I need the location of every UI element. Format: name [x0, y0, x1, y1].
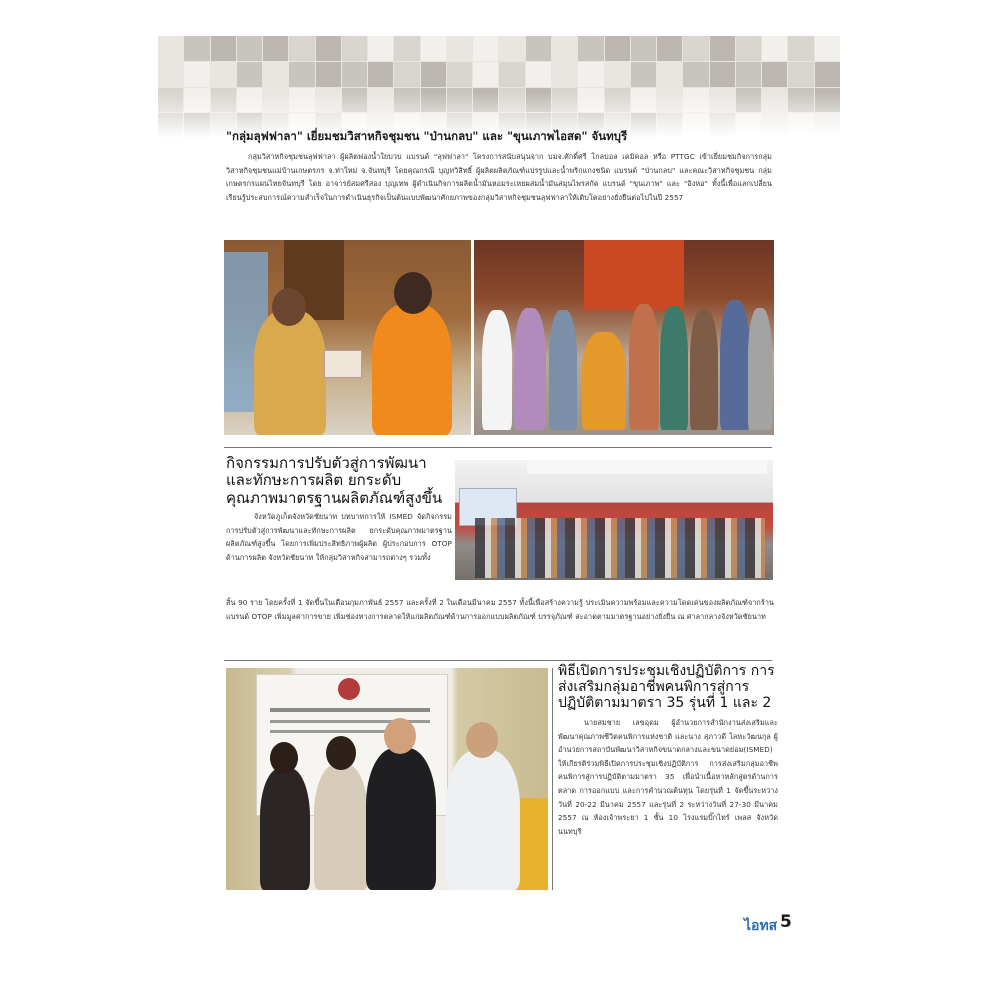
- banner-tile: [736, 62, 761, 87]
- banner-tile: [736, 36, 761, 61]
- banner-tile: [394, 36, 419, 61]
- banner-tile: [263, 62, 288, 87]
- banner-tile: [316, 62, 341, 87]
- banner-tile: [762, 88, 787, 113]
- banner-tile: [473, 36, 498, 61]
- banner-tile: [237, 88, 262, 113]
- banner-tile: [526, 62, 551, 87]
- banner-tile: [736, 88, 761, 113]
- banner-tile: [631, 36, 656, 61]
- footer-magazine-name: ไอทส: [744, 918, 778, 934]
- banner-tile: [657, 62, 682, 87]
- banner-tile: [158, 36, 183, 61]
- banner-tile: [499, 36, 524, 61]
- banner-tile: [158, 62, 183, 87]
- banner-tile: [184, 36, 209, 61]
- divider-1: [224, 447, 772, 448]
- section1-body: กลุ่มวิสาหกิจชุมชนลุฟฟาลา ผู้ผลิตฟองน้ำใยบวบ แบรนด์ "ลุฟฟาลา" โครงการสนับสนุนจาก บมจ.ศักดิ์ศรี โกลบอล เคมิคอล หรือ PTTGC เข้าเยี่ยมชมกิจการกลุ่มวิสาหกิจชุมชนแม่บ้านเกษตรกร จ.ท่าใหม่ จ.จันทบุรี โดยคุณกรณี บุญทวิสิทธิ์ ผู้ผลิตผลิตภัณฑ์แปรรูปและน้ำพริกแกงชนิด แบรนด์ "ป่านกลบ" และคณะวิสาหกิจชุมชน กลุ่มเกษตรกรแผนไทยจันทบุรี โดย อาจารย์สมศรีสอง บุญเทพ ผู้ดำเนินกิจการผลิตน้ำมันหอมระเหยผสมน้ำมันสมุนไพรสกัด แบรนด์ "ขุนเภาพ" และ "อิงหอ" ทั้งนี้เพื่อแลกเปลี่ยนเรียนรู้ประสบการณ์ความสำเร็จในการดำเนินธุรกิจเป็นต้นแบบพัฒนาศักยภาพของกลุ่มวิสาหกิจชุมชนลุฟฟาลาให้เติบโตอย่างยั่งยืนต่อไปในปี 2557: [226, 152, 772, 202]
- banner-tile: [526, 36, 551, 61]
- banner-tile: [762, 62, 787, 87]
- photo-handover: [224, 240, 471, 435]
- banner-tile: [158, 113, 183, 138]
- banner-tile: [631, 88, 656, 113]
- banner-tile: [368, 88, 393, 113]
- banner-tile: [289, 62, 314, 87]
- banner-tile: [815, 36, 840, 61]
- banner-tile: [342, 62, 367, 87]
- banner-tile: [683, 62, 708, 87]
- banner-tile: [552, 36, 577, 61]
- banner-tile: [710, 88, 735, 113]
- banner-tile: [683, 88, 708, 113]
- banner-tile: [788, 36, 813, 61]
- banner-tile: [368, 62, 393, 87]
- banner-tile: [211, 36, 236, 61]
- banner-tile: [657, 88, 682, 113]
- banner-tile: [473, 62, 498, 87]
- banner-tile: [237, 36, 262, 61]
- section3-body: นายสมชาย เลขอุดม ผู้อำนวยการสำนักงานส่งเสริมและพัฒนาคุณภาพชีวิตคนพิการแห่งชาติ และนาง สุภาวดี โลหะวัฒนกุล ผู้อำนวยการสถาบันพัฒนาวิสาหกิจขนาดกลางและขนาดย่อม(ISMED) ให้เกียรติร่วมพิธีเปิดการประชุมเชิงปฏิบัติการ การส่งเสริมกลุ่มอาชีพคนพิการสู่การปฏิบัติตามมาตรา 35 เพื่อนำเนื้อหาหลักสูตรด้านการตลาด การออกแบบ และการคำนวณต้นทุน โดยรุ่นที่ 1 จัดขึ้นระหว่างวันที่ 20-22 มีนาคม 2557 และรุ่นที่ 2 ระหว่างวันที่ 27-30 มีนาคม 2557 ณ ห้องเจ้าพระยา 1 ชั้น 10 โรงแรมบิ๊กไทร์ เพลส จังหวัดนนทบุรี: [558, 718, 778, 836]
- banner-tile: [447, 36, 472, 61]
- banner-tile: [158, 88, 183, 113]
- banner-tile: [394, 88, 419, 113]
- banner-tile: [499, 88, 524, 113]
- banner-tile: [605, 36, 630, 61]
- banner-tile: [421, 36, 446, 61]
- banner-tile: [788, 62, 813, 87]
- banner-tile: [657, 36, 682, 61]
- banner-tile: [342, 88, 367, 113]
- banner-tile: [815, 62, 840, 87]
- banner-tile: [421, 62, 446, 87]
- banner-tile: [578, 62, 603, 87]
- banner-tile: [605, 62, 630, 87]
- banner-tile: [421, 88, 446, 113]
- photo-workshop-group: [455, 460, 773, 580]
- divider-2: [224, 660, 772, 661]
- banner-tile: [631, 62, 656, 87]
- banner-tile: [237, 62, 262, 87]
- photo-ceremony: [226, 668, 548, 890]
- banner-tile: [184, 88, 209, 113]
- section2-body-left: จังหวัดภูเก็ตจังหวัดชัยนาท บทบาทการให้ ISMED จัดกิจกรรมการปรับตัวสู่การพัฒนาและทักษะการผลิต ยกระดับคุณภาพมาตรฐานผลิตภัณฑ์สูงขึ้น โดยการเพิ่มประสิทธิภาพผู้ผลิต ผู้ประกอบการ OTOP ด้านการผลิต จังหวัดชัยนาท ให้กลุ่มวิสาหกิจสามารถต่างๆ รวมทั้ง: [226, 512, 452, 562]
- banner-tile: [263, 88, 288, 113]
- banner-tile: [683, 36, 708, 61]
- banner-tile: [552, 88, 577, 113]
- banner-tile: [578, 36, 603, 61]
- banner-tile: [342, 36, 367, 61]
- banner-tile: [499, 62, 524, 87]
- banner-tile: [578, 88, 603, 113]
- banner-tile: [316, 36, 341, 61]
- banner-tile: [526, 88, 551, 113]
- banner-tile: [289, 88, 314, 113]
- section1-title: "กลุ่มลุฟฟาลา" เยี่ยมชมวิสาหกิจชุมชน "ป่านกลบ" และ "ขุนเภาพไอสด" จันทบุรี: [226, 129, 628, 143]
- banner-tile: [211, 62, 236, 87]
- photo-group-monk: [474, 240, 774, 435]
- banner-tile: [788, 88, 813, 113]
- banner-tile: [394, 62, 419, 87]
- banner-tile: [710, 36, 735, 61]
- section2-body-full: สิ้น 90 ราย โดยครั้งที่ 1 จัดขึ้นในเดือนกุมภาพันธ์ 2557 และครั้งที่ 2 ในเดือนมีนาคม 2557 ทั้งนี้เพื่อสร้างความรู้ ประเมินความพร้อมและความโดดเด่นของผลิตภัณฑ์จากร้านแบรนด์ OTOP เพิ่มมูลค่าการขาย เพิ่มช่องทางการตลาดให้แก่ผลิตภัณฑ์ด้านการออกแบบผลิตภัณฑ์ บรรจุภัณฑ์ สะอาดตามมาตรฐานอย่างยั่งยืน ณ ศาลากลางจังหวัดชัยนาท: [226, 598, 774, 621]
- banner-tile: [211, 88, 236, 113]
- banner-tile: [184, 113, 209, 138]
- header-tile-banner: [158, 36, 840, 138]
- banner-tile: [605, 88, 630, 113]
- banner-tile: [447, 88, 472, 113]
- banner-tile: [447, 62, 472, 87]
- banner-tile: [762, 36, 787, 61]
- column-divider: [552, 668, 553, 890]
- banner-tile: [263, 36, 288, 61]
- section2-title: กิจกรรมการปรับตัวสู่การพัฒนาและทักษะการผลิต ยกระดับคุณภาพมาตรฐานผลิตภัณฑ์สูงขึ้น: [226, 454, 443, 507]
- banner-tile: [184, 62, 209, 87]
- banner-tile: [473, 88, 498, 113]
- banner-tile: [710, 62, 735, 87]
- banner-tile: [815, 88, 840, 113]
- banner-tile: [289, 36, 314, 61]
- page-number: 5: [780, 912, 792, 932]
- section3-title: พิธีเปิดการประชุมเชิงปฏิบัติการ การส่งเสริมกลุ่มอาชีพคนพิการสู่การปฏิบัติตามมาตรา 35 รุ่นที่ 1 และ 2: [558, 663, 775, 712]
- banner-tile: [316, 88, 341, 113]
- banner-tile: [552, 62, 577, 87]
- banner-tile: [368, 36, 393, 61]
